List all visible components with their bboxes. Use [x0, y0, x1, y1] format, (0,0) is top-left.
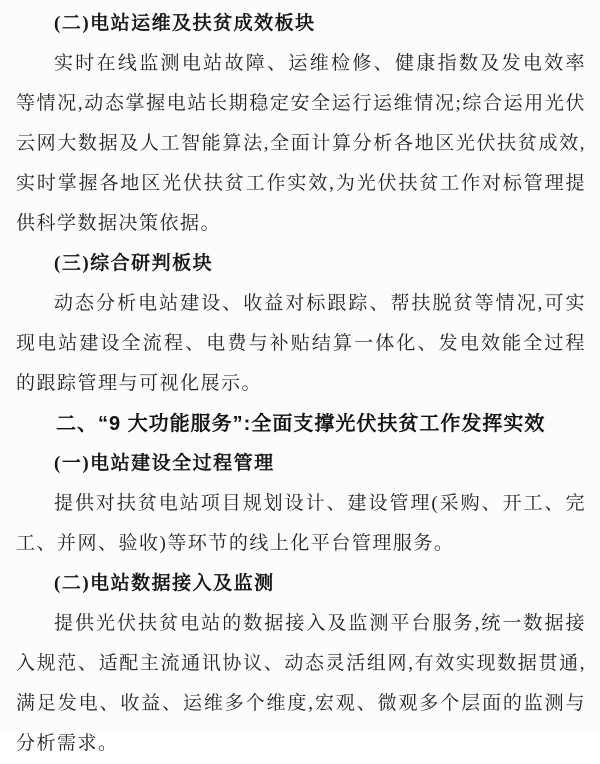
chapter-heading-nine-services: 二、“9 大功能服务”:全面支撑光伏扶贫工作发挥实效 [56, 413, 546, 435]
paragraph-ops-monitoring: 实时在线监测电站故障、运维检修、健康指数及发电效率等情况,动态掌握电站长期稳定安全运行运维情况;综合运用光伏云网大数据及人工智能算法,全面计算分析各地区光伏扶贫成效,实时掌握各地区光伏扶贫工作实效,为光伏扶贫工作对标管理提供科学数据决策依据。 [16, 53, 586, 234]
section-heading-station-construction-management: (一)电站建设全过程管理 [54, 453, 275, 474]
section-heading-comprehensive-analysis-board: (三)综合研判板块 [54, 253, 214, 274]
section-heading-ops-poverty-board: (二)电站运维及扶贫成效板块 [54, 13, 316, 34]
paragraph-dynamic-analysis: 动态分析电站建设、收益对标跟踪、帮扶脱贫等情况,可实现电站建设全流程、电费与补贴结算一体化、发电效能全过程的跟踪管理与可视化展示。 [16, 293, 586, 394]
paragraph-construction-platform-service: 提供对扶贫电站项目规划设计、建设管理(采购、开工、完工、并网、验收)等环节的线上化平台管理服务。 [16, 493, 586, 554]
paragraph-data-access-platform-service: 提供光伏扶贫电站的数据接入及监测平台服务,统一数据接入规范、适配主流通讯协议、动态灵活组网,有效实现数据贯通,满足发电、收益、运维多个维度,宏观、微观多个层面的监测与分析需求。 [16, 613, 586, 754]
section-heading-data-access-monitoring: (二)电站数据接入及监测 [54, 573, 275, 594]
